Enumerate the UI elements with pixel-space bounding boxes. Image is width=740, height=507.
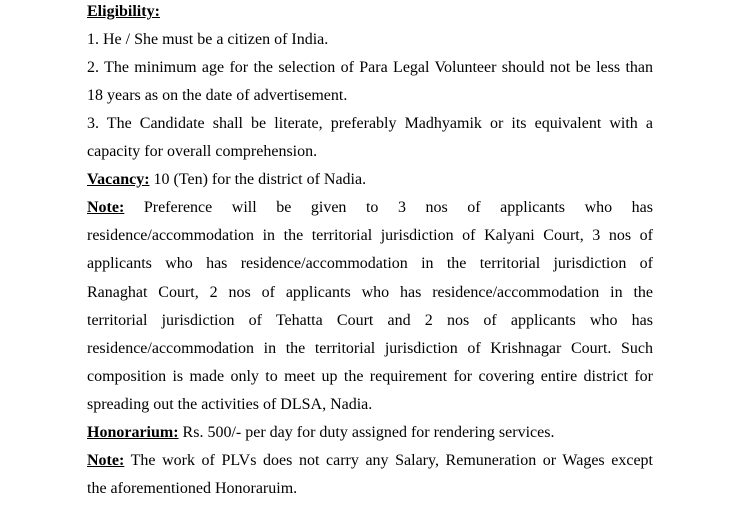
honorarium-line: [87, 423, 554, 443]
vacancy-text: 10 (Ten) for the district of Nadia.: [149, 171, 367, 188]
note2-line-1: [87, 451, 653, 471]
note-text: Preference will be given to 3 nos of applicants who has: [124, 199, 653, 216]
honorarium-label: Honorarium:: [87, 424, 179, 441]
note-line-3: applicants who has residence/accommodation in the territorial jurisdiction of: [87, 255, 653, 272]
note2-text: The work of PLVs does not carry any Salary, Remuneration or Wages except: [124, 452, 653, 469]
note-line-1: [87, 198, 653, 218]
note-line-7: composition is made only to meet up the requirement for covering entire district for: [87, 368, 653, 385]
note-line-5: territorial jurisdiction of Tehatta Court and 2 nos of applicants who has: [87, 312, 653, 329]
note2-label: Note:: [87, 452, 125, 469]
note-line-4: Ranaghat Court, 2 nos of applicants who has residence/accommodation in the: [87, 284, 653, 301]
eligibility-item-2-cont: 18 years as on the date of advertisement.: [87, 87, 348, 104]
note-line-8: spreading out the activities of DLSA, Nadia.: [87, 396, 373, 413]
eligibility-item-3: 3. The Candidate shall be literate, preferably Madhyamik or its equivalent with a: [87, 115, 653, 132]
note-line-6: residence/accommodation in the territorial jurisdiction of Krishnagar Court. Such: [87, 340, 653, 357]
vacancy-line: [87, 170, 366, 190]
eligibility-label: Eligibility:: [87, 3, 160, 20]
eligibility-item-2: 2. The minimum age for the selection of Para Legal Volunteer should not be less than: [87, 59, 653, 76]
eligibility-item-1: 1. He / She must be a citizen of India.: [87, 31, 329, 48]
vacancy-label: Vacancy:: [87, 171, 150, 188]
note-line-2: residence/accommodation in the territorial jurisdiction of Kalyani Court, 3 nos of: [87, 227, 653, 244]
note2-line-2: the aforementioned Honoraruim.: [87, 480, 298, 497]
eligibility-item-3-cont: capacity for overall comprehension.: [87, 143, 318, 160]
honorarium-text: Rs. 500/- per day for duty assigned for rendering services.: [178, 424, 555, 441]
eligibility-heading: [87, 2, 160, 22]
note-label: Note:: [87, 199, 125, 216]
